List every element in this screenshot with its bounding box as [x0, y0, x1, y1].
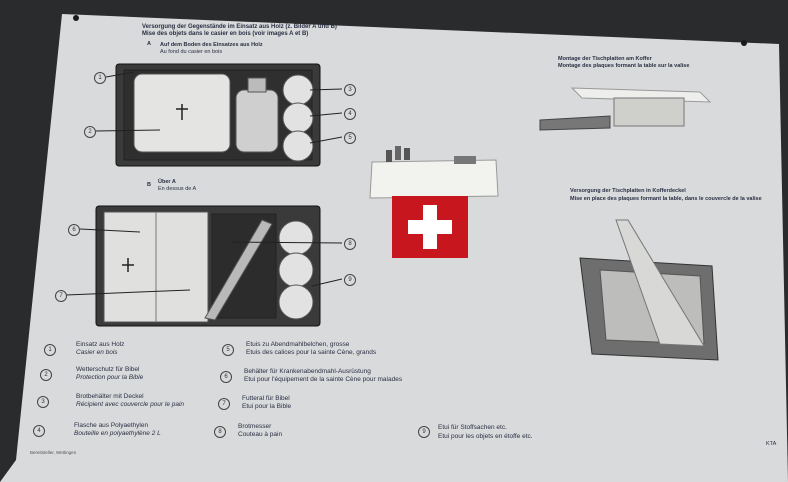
- callout-4: 4: [344, 108, 356, 120]
- view-b-letter: B: [147, 182, 151, 188]
- legend-num: 5: [222, 344, 234, 356]
- legend-de: Flasche aus Polyaethylen: [74, 422, 149, 429]
- lid-storage-title-de: Versorgung der Tischplatten in Kofferdeckel: [570, 188, 686, 194]
- lid-storage-title-fr: Mise en place des plaques formant la table, dans le couvercle de la valise: [570, 196, 762, 202]
- legend-num: 9: [418, 426, 430, 438]
- callout-6: 6: [68, 224, 80, 236]
- footer-credit: Bereitsteller, Wettingen: [30, 450, 77, 455]
- legend-fr: Protection pour la Bible: [76, 374, 144, 381]
- callout-2: 2: [84, 126, 96, 138]
- legend-num: 1: [44, 344, 56, 356]
- legend-num: 2: [40, 369, 52, 381]
- legend-de: Futteral für Bibel: [242, 395, 290, 402]
- legend-num: 3: [37, 396, 49, 408]
- header-title-de: Versorgung der Gegenstände im Einsatz aus Holz (z. Bilder A und B): [142, 24, 337, 30]
- legend-de: Einsatz aus Holz: [76, 341, 125, 348]
- callout-8: 8: [344, 238, 356, 250]
- legend-num: 7: [218, 398, 230, 410]
- view-a-caption-de: Auf dem Boden des Einsatzes aus Holz: [160, 42, 263, 48]
- view-b-caption-de: Über A: [158, 179, 176, 185]
- view-b-drawing: [66, 206, 342, 326]
- legend-fr: Etui pour l'équipement de la sainte Cène pour malades: [244, 376, 403, 383]
- mounting-hole: [741, 40, 747, 46]
- legend-num: 4: [33, 425, 45, 437]
- legend-de: Brotmesser: [238, 423, 272, 430]
- legend-fr: Bouteille en polyaethylène 2 L: [74, 430, 161, 437]
- view-a-caption-fr: Au fond du casier en bois: [160, 49, 223, 55]
- legend-de: Brotbehälter mit Deckel: [76, 393, 144, 400]
- view-a-drawing: [96, 64, 342, 166]
- legend-fr: Casier en bois: [76, 349, 118, 356]
- legend-fr: Récipient avec couvercle pour le pain: [76, 401, 185, 408]
- callout-1: 1: [94, 72, 106, 84]
- table-mount-title-de: Montage der Tischplatten am Koffer: [558, 56, 652, 62]
- footer-code: KTA: [766, 441, 777, 447]
- legend-fr: Etui pour les objets en étoffe etc.: [438, 433, 533, 440]
- legend-num: 6: [220, 371, 232, 383]
- legend-de: Etuis zu Abendmahlbelchen, grosse: [246, 341, 350, 348]
- callout-9: 9: [344, 274, 356, 286]
- view-a-letter: A: [147, 41, 151, 47]
- callout-5: 5: [344, 132, 356, 144]
- header-title-fr: Mise des objets dans le casier en bois (voir images A et B): [142, 31, 309, 37]
- legend-fr: Couteau à pain: [238, 431, 283, 438]
- legend-de: Behälter für Krankenabendmahl-Ausrüstung: [244, 368, 371, 375]
- callout-3: 3: [344, 84, 356, 96]
- table-mount-title-fr: Montage des plaques formant la table sur la valise: [558, 63, 690, 69]
- legend-de: Wetterschutz für Bibel: [76, 366, 140, 373]
- view-b-caption-fr: En dessus de A: [158, 186, 197, 192]
- legend-de: Etui für Stoffsachen etc.: [438, 424, 507, 431]
- legend-fr: Etuis des calices pour la sainte Cène, grands: [246, 349, 377, 356]
- legend-fr: Etui pour la Bible: [242, 403, 292, 410]
- mounting-hole: [73, 15, 79, 21]
- legend-num: 8: [214, 426, 226, 438]
- callout-7: 7: [55, 290, 67, 302]
